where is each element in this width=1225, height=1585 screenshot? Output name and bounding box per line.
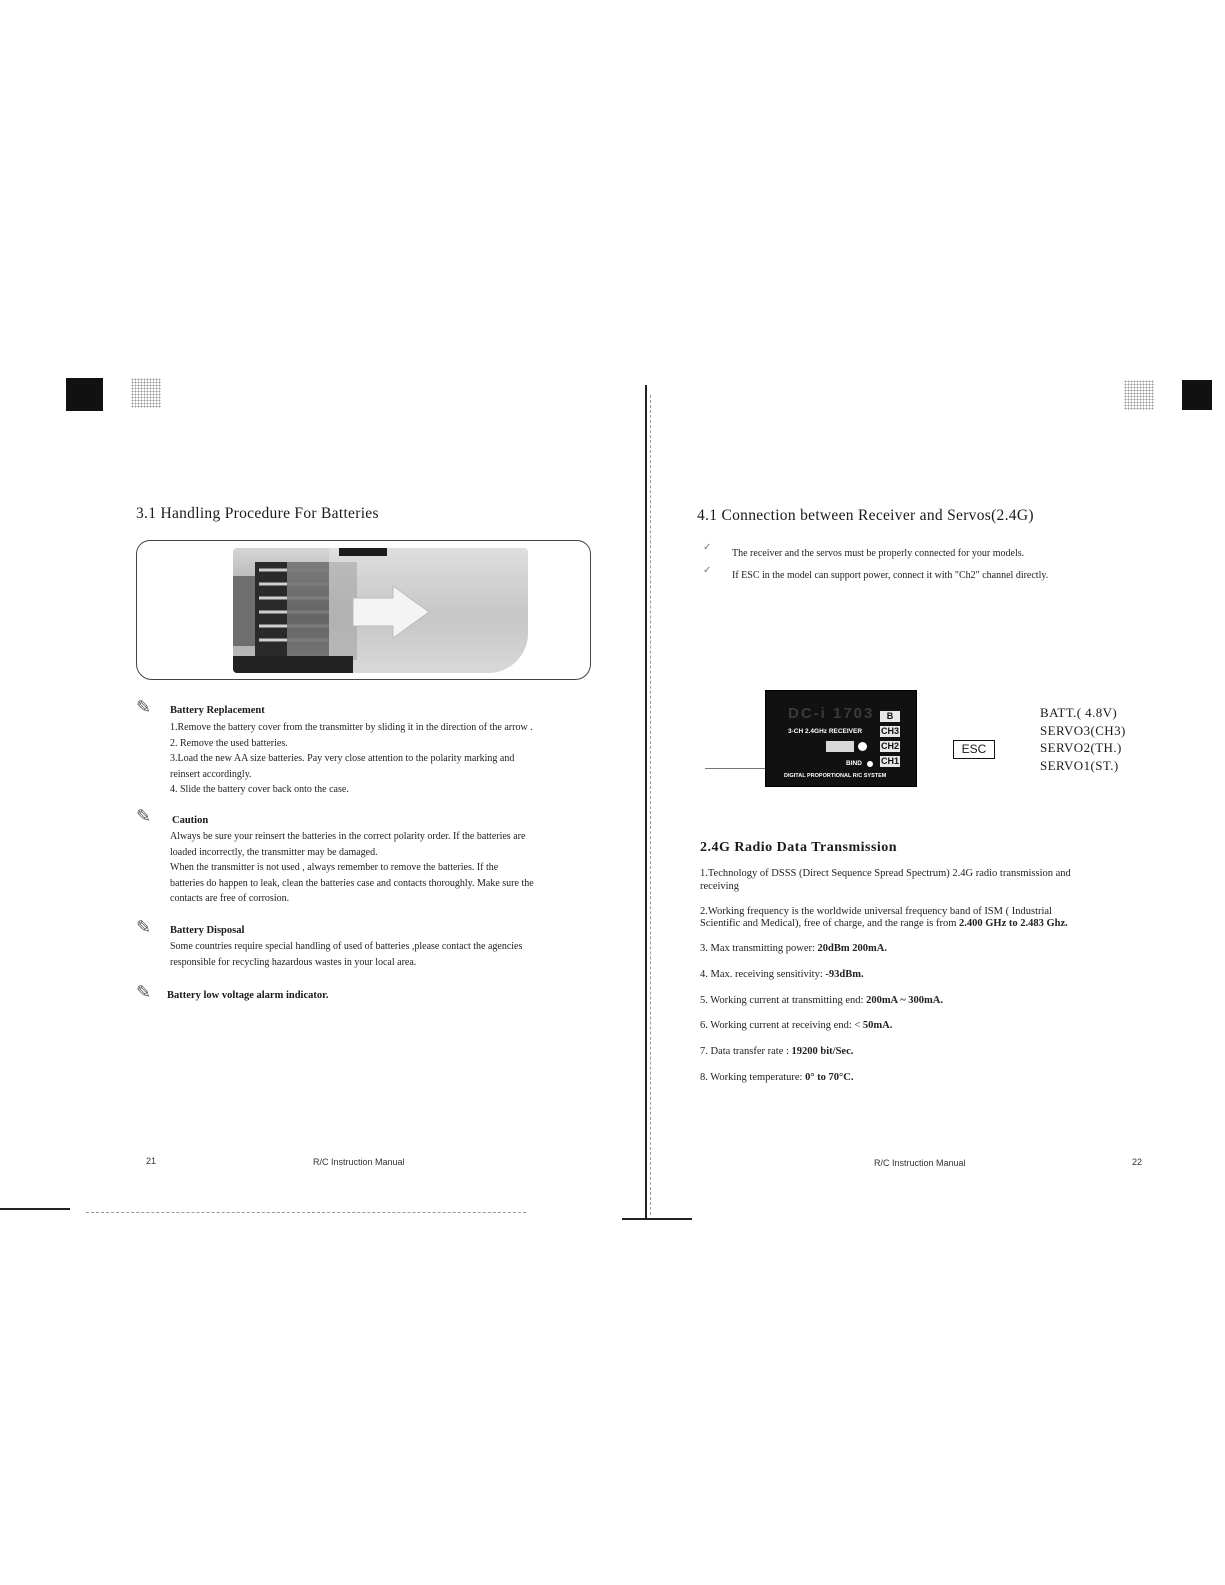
body-line: contacts are free of corrosion.	[170, 893, 290, 904]
body-line: 4. Slide the battery cover back onto the case.	[170, 784, 349, 795]
connection-item: SERVO1(ST.)	[1040, 757, 1119, 773]
spec-line: 1.Technology of DSSS (Direct Sequence Spread Spectrum) 2.4G radio transmission and	[700, 868, 1071, 879]
body-line: 1.Remove the battery cover from the transmitter by sliding it in the direction of the arrow .	[170, 722, 533, 733]
body-line: Always be sure your reinsert the batteries in the correct polarity order. If the batteries are	[170, 831, 526, 842]
receiver-port-ch2: CH2	[880, 741, 899, 751]
receiver-line3: DIGITAL PROPORTIONAL R/C SYSTEM	[784, 773, 887, 779]
battery-compartment-photo	[233, 548, 528, 673]
battery-compartment-illustration	[233, 548, 528, 673]
body-line: responsible for recycling hazardous wastes in your local area.	[170, 956, 417, 968]
receiver-line1: 3-CH 2.4GHz RECEIVER	[788, 728, 863, 735]
spec-line: 8. Working temperature: 0° to 70°C.	[700, 1072, 854, 1083]
right-page-heading: 4.1 Connection between Receiver and Servos(2.4G)	[697, 507, 1034, 524]
bullet-text: If ESC in the model can support power, connect it with "Ch2" channel directly.	[732, 570, 1049, 581]
connection-item: BATT.( 4.8V)	[1040, 705, 1118, 720]
connection-item: SERVO2(TH.)	[1040, 740, 1122, 755]
body-line: batteries do happen to leak, clean the batteries case and contacts thoroughly. Make sure the	[170, 877, 534, 889]
receiver-photo	[765, 690, 917, 787]
section-body-battery-disposal	[170, 939, 600, 970]
left-edge-line	[0, 1208, 70, 1210]
check-icon: ✓	[703, 565, 712, 576]
spec-line: receiving	[700, 881, 740, 892]
bullet-text: The receiver and the servos must be properly connected for your models.	[732, 548, 1025, 559]
halftone-mark-right	[1124, 380, 1154, 410]
spine-fold-line	[650, 395, 651, 1215]
right-page-number: 22	[1132, 1157, 1143, 1167]
spec-line: 3. Max transmitting power: 20dBm 200mA.	[700, 943, 887, 954]
body-line: When the transmitter is not used , always remember to remove the batteries. If the	[170, 862, 499, 873]
halftone-mark-left	[131, 378, 161, 408]
book-spine	[645, 385, 647, 1220]
body-line: loaded incorrectly, the transmitter may be damaged.	[170, 846, 378, 858]
pencil-icon: ✎	[136, 982, 152, 1002]
spec-line: 4. Max. receiving sensitivity: -93dBm.	[700, 969, 864, 980]
esc-label-box: ESC	[953, 740, 995, 759]
spec-line: 7. Data transfer rate : 19200 bit/Sec.	[700, 1046, 854, 1057]
spec-line: 6. Working current at receiving end: < 50mA.	[700, 1020, 893, 1031]
left-page-number: 21	[146, 1156, 157, 1166]
connection-list	[1040, 704, 1126, 774]
receiver-bind-label: BIND	[846, 760, 862, 767]
bottom-dash-rule	[86, 1212, 526, 1213]
section-body-battery-replacement	[170, 720, 600, 798]
receiver-mode-panel	[826, 741, 854, 752]
section-title-battery-disposal: Battery Disposal	[170, 925, 245, 936]
receiver-model: DC-i 1703	[788, 705, 875, 722]
section-body-caution	[170, 829, 600, 907]
pencil-icon: ✎	[136, 806, 152, 826]
left-footer-title: R/C Instruction Manual	[313, 1157, 405, 1167]
body-line: reinsert accordingly.	[170, 768, 252, 780]
connection-item: SERVO3(CH3)	[1040, 722, 1126, 738]
section-title-low-voltage-alarm: Battery low voltage alarm indicator.	[167, 990, 329, 1001]
receiver-port-ch3: CH3	[880, 726, 899, 736]
receiver-mode-knob	[858, 742, 867, 751]
spec-line: Scientific and Medical), free of charge, and the range is from 2.400 GHz to 2.483 Ghz.	[700, 918, 1068, 929]
pencil-icon: ✎	[136, 917, 152, 937]
corner-mark-right	[1182, 380, 1212, 410]
spine-foot	[622, 1218, 692, 1220]
bind-button-icon	[867, 761, 873, 767]
body-line: 3.Load the new AA size batteries. Pay very close attention to the polarity marking and	[170, 753, 515, 764]
spec-line: 2.Working frequency is the worldwide universal frequency band of ISM ( Industrial	[700, 906, 1052, 917]
left-page-heading: 3.1 Handling Procedure For Batteries	[136, 505, 379, 522]
section-title-caution: Caution	[172, 815, 209, 826]
check-icon: ✓	[703, 542, 712, 553]
corner-mark-left	[66, 378, 103, 411]
body-line: Some countries require special handling of used of batteries ,please contact the agencies	[170, 941, 523, 952]
antenna-wire	[705, 768, 767, 769]
section-title-battery-replacement: Battery Replacement	[170, 705, 265, 716]
body-line: 2. Remove the used batteries.	[170, 737, 288, 749]
receiver-port-b: B	[880, 711, 900, 722]
right-footer-title: R/C Instruction Manual	[874, 1158, 966, 1168]
receiver-port-ch1: CH1	[880, 756, 899, 766]
radio-section-heading: 2.4G Radio Data Transmission	[700, 840, 898, 855]
pencil-icon: ✎	[136, 697, 152, 717]
spec-line: 5. Working current at transmitting end: 200mA ~ 300mA.	[700, 995, 943, 1006]
